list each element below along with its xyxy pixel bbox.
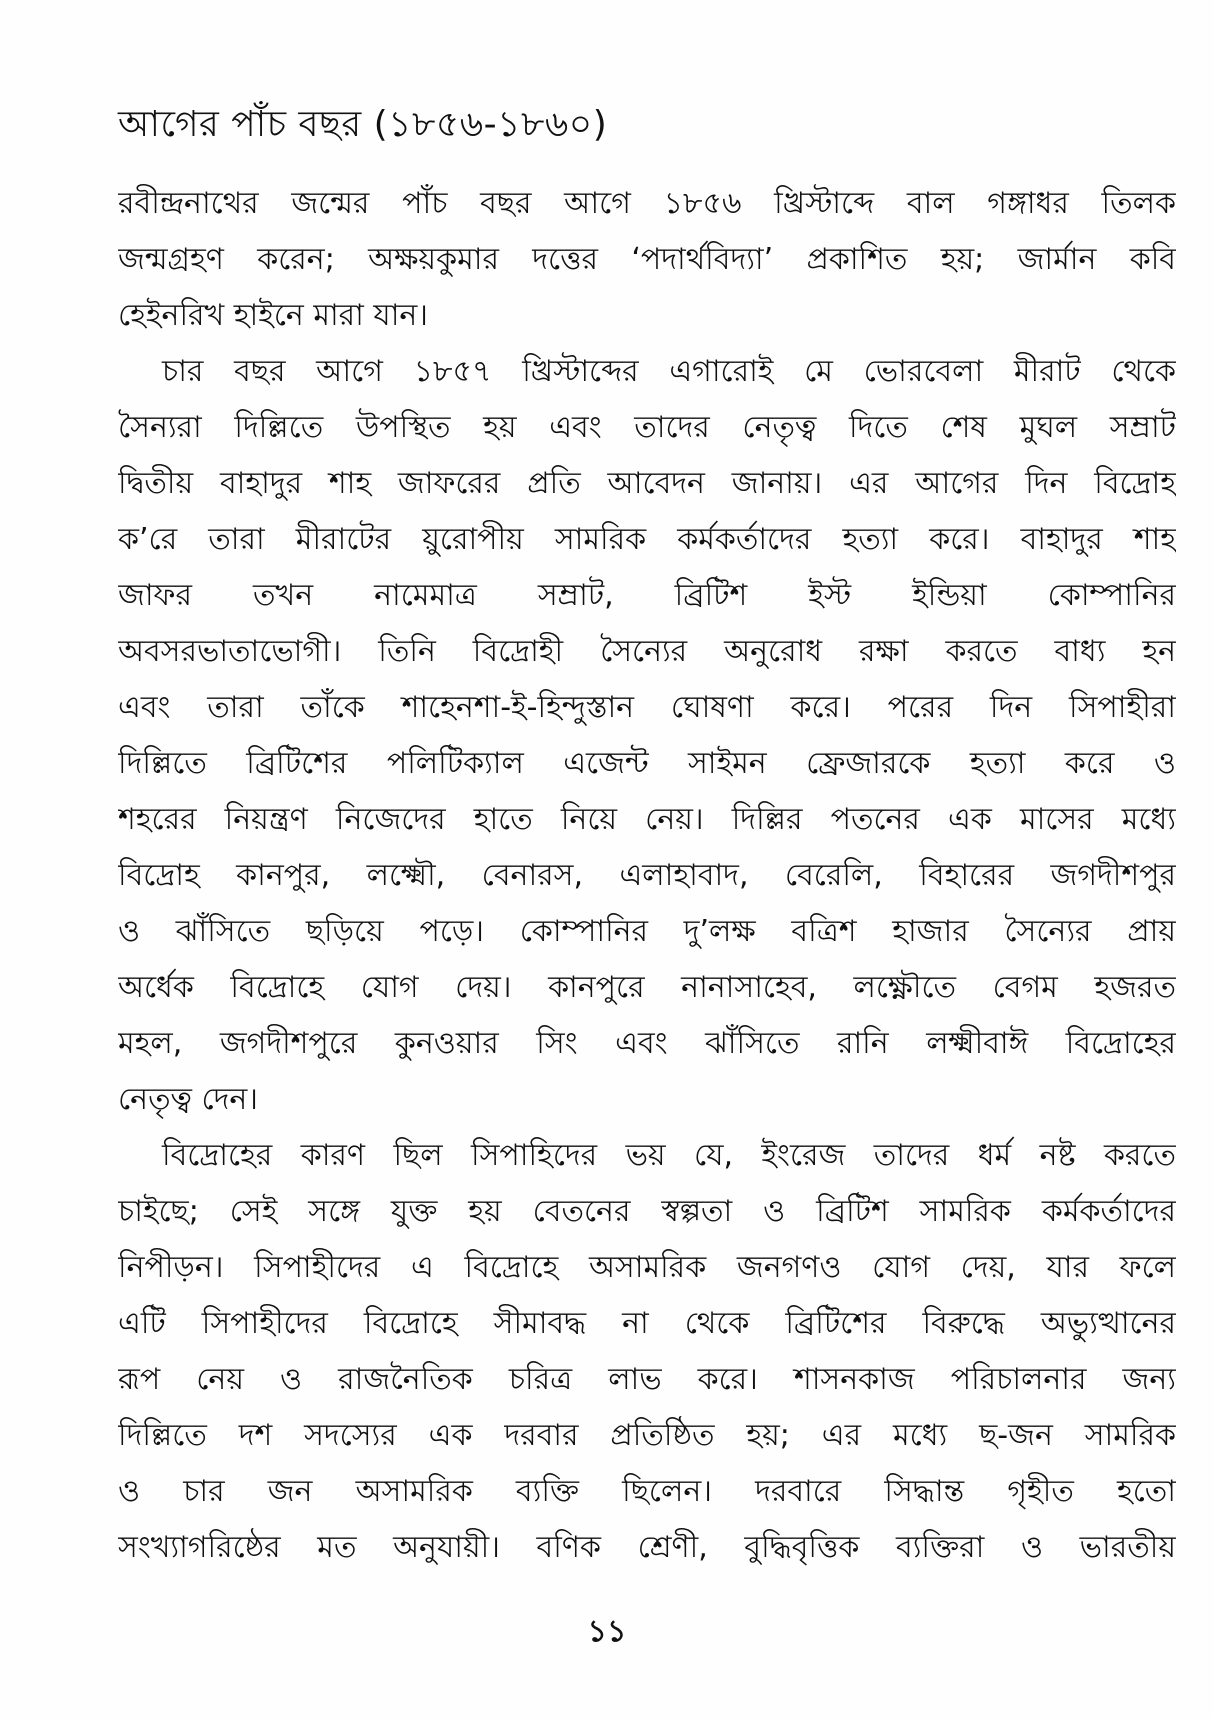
text-line: ও ঝাঁসিতে ছড়িয়ে পড়ে। কোম্পানির দু’লক্ষ বত্রিশ হাজার সৈন্যের প্রায় xyxy=(118,914,1176,949)
text-line: ও চার জন অসামরিক ব্যক্তি ছিলেন। দরবারে সিদ্ধান্ত গৃহীত হতো xyxy=(118,1474,1176,1509)
text-line: সৈন্যরা দিল্লিতে উপস্থিত হয় এবং তাদের নেতৃত্ব দিতে শেষ মুঘল সম্রাট xyxy=(118,410,1176,445)
text-line: বিদ্রোহের কারণ ছিল সিপাহিদের ভয় যে, ইংরেজ তাদের ধর্ম নষ্ট করতে xyxy=(162,1138,1176,1173)
section-heading: আগের পাঁচ বছর (১৮৫৬-১৮৬০) xyxy=(118,104,608,145)
text-line: দ্বিতীয় বাহাদুর শাহ জাফরের প্রতি আবেদন জানায়। এর আগের দিন বিদ্রোহ xyxy=(118,466,1176,501)
paragraph-3 xyxy=(118,1128,1176,1576)
text-line: ক’রে তারা মীরাটের য়ুরোপীয় সামরিক কর্মকর্তাদের হত্যা করে। বাহাদুর শাহ xyxy=(118,522,1176,557)
text-line: জাফর তখন নামেমাত্র সম্রাট, ব্রিটিশ ইস্ট ইন্ডিয়া কোম্পানির xyxy=(118,578,1176,613)
text-line: হেইনরিখ হাইনে মারা যান। xyxy=(118,298,429,333)
text-line: শহরের নিয়ন্ত্রণ নিজেদের হাতে নিয়ে নেয়। দিল্লির পতনের এক মাসের মধ্যে xyxy=(118,802,1176,837)
text-line: দিল্লিতে দশ সদস্যের এক দরবার প্রতিষ্ঠিত হয়; এর মধ্যে ছ-জন সামরিক xyxy=(118,1418,1176,1453)
text-line: জন্মগ্রহণ করেন; অক্ষয়কুমার দত্তের ‘পদার্থবিদ্যা’ প্রকাশিত হয়; জার্মান কবি xyxy=(118,242,1176,277)
text-line: চাইছে; সেই সঙ্গে যুক্ত হয় বেতনের স্বল্পতা ও ব্রিটিশ সামরিক কর্মকর্তাদের xyxy=(118,1194,1176,1229)
text-line: অর্ধেক বিদ্রোহে যোগ দেয়। কানপুরে নানাসাহেব, লক্ষ্ণৌতে বেগম হজরত xyxy=(118,970,1176,1005)
text-line: দিল্লিতে ব্রিটিশের পলিটিক্যাল এজেন্ট সাইমন ফ্রেজারকে হত্যা করে ও xyxy=(118,746,1176,781)
text-line: অবসরভাতাভোগী। তিনি বিদ্রোহী সৈন্যের অনুরোধ রক্ষা করতে বাধ্য হন xyxy=(118,634,1176,669)
text-line: রবীন্দ্রনাথের জন্মের পাঁচ বছর আগে ১৮৫৬ খ্রিস্টাব্দে বাল গঙ্গাধর তিলক xyxy=(118,186,1176,221)
text-line: সংখ্যাগরিষ্ঠের মত অনুযায়ী। বণিক শ্রেণী, বুদ্ধিবৃত্তিক ব্যক্তিরা ও ভারতীয় xyxy=(118,1530,1176,1565)
text-line: নিপীড়ন। সিপাহীদের এ বিদ্রোহে অসামরিক জনগণও যোগ দেয়, যার ফলে xyxy=(118,1250,1176,1285)
text-line: নেতৃত্ব দেন। xyxy=(118,1082,259,1117)
text-line: রূপ নেয় ও রাজনৈতিক চরিত্র লাভ করে। শাসনকাজ পরিচালনার জন্য xyxy=(118,1362,1176,1397)
paragraph-1 xyxy=(118,176,1176,344)
text-line: চার বছর আগে ১৮৫৭ খ্রিস্টাব্দের এগারোই মে ভোরবেলা মীরাট থেকে xyxy=(162,354,1176,389)
text-line: বিদ্রোহ কানপুর, লক্ষ্মৌ, বেনারস, এলাহাবাদ, বেরেলি, বিহারের জগদীশপুর xyxy=(118,858,1176,893)
paragraph-2 xyxy=(118,344,1176,1128)
text-line: এটি সিপাহীদের বিদ্রোহে সীমাবদ্ধ না থেকে ব্রিটিশের বিরুদ্ধে অভ্যুত্থানের xyxy=(118,1306,1176,1341)
text-line: মহল, জগদীশপুরে কুনওয়ার সিং এবং ঝাঁসিতে রানি লক্ষ্মীবাঈ বিদ্রোহের xyxy=(118,1026,1176,1061)
page-number: ১১ xyxy=(587,1614,627,1649)
body-text xyxy=(118,176,1176,1576)
text-line: এবং তারা তাঁকে শাহেনশা-ই-হিন্দুস্তান ঘোষণা করে। পরের দিন সিপাহীরা xyxy=(118,690,1176,725)
